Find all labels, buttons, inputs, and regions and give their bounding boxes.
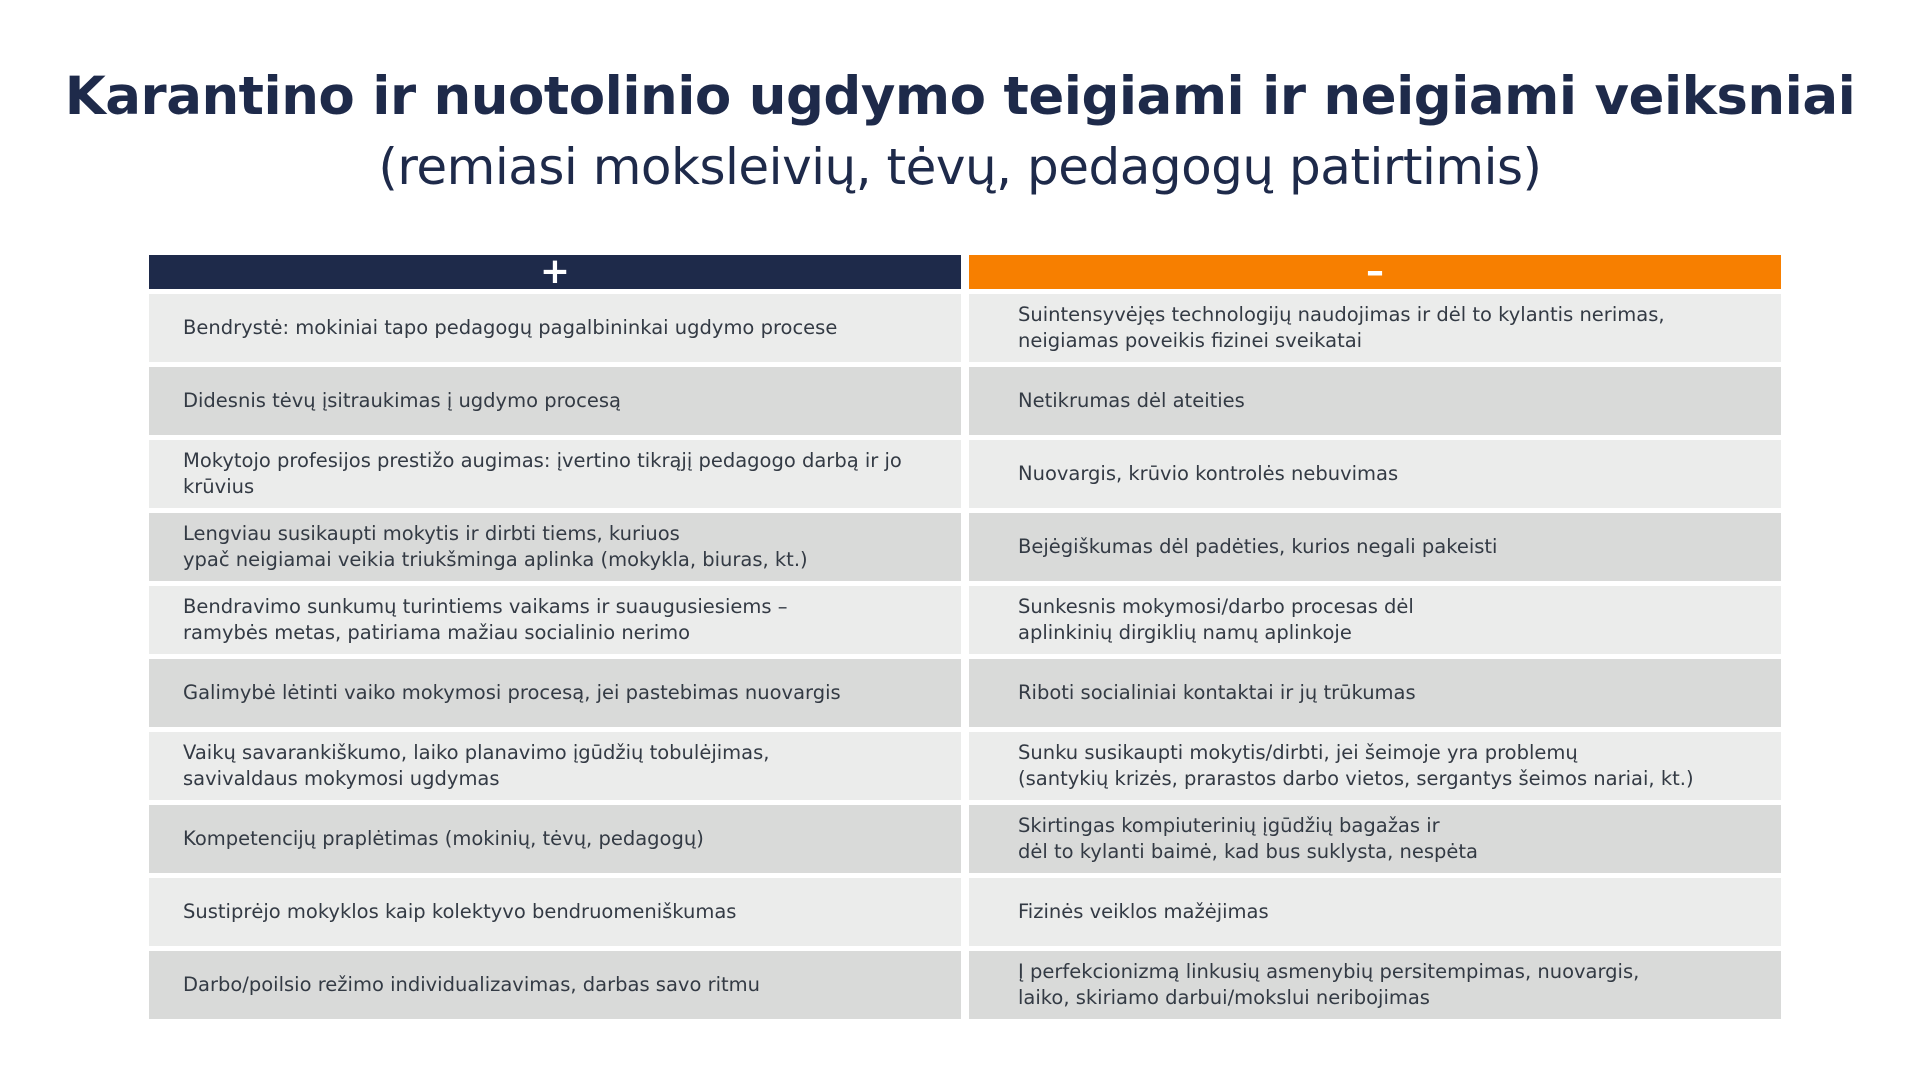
plus-cell: Darbo/poilsio režimo individualizavimas, darbas savo ritmu [149,951,961,1019]
minus-cell: Sunkesnis mokymosi/darbo procesas dėl aplinkinių dirgiklių namų aplinkoje [969,586,1781,654]
plus-cell: Galimybė lėtinti vaiko mokymosi procesą, jei pastebimas nuovargis [149,659,961,727]
plus-cell: Kompetencijų praplėtimas (mokinių, tėvų, pedagogų) [149,805,961,873]
pros-cons-table [149,251,1781,1019]
plus-cell: Vaikų savarankiškumo, laiko planavimo įgūdžių tobulėjimas, savivaldaus mokymosi ugdymas [149,732,961,800]
minus-cell: Nuovargis, krūvio kontrolės nebuvimas [969,440,1781,508]
minus-column-header: – [969,255,1781,289]
plus-cell: Lengviau susikaupti mokytis ir dirbti tiems, kuriuos ypač neigiamai veikia triukšminga aplinka (mokykla, biuras, kt.) [149,513,961,581]
plus-cell: Sustiprėjo mokyklos kaip kolektyvo bendruomeniškumas [149,878,961,946]
plus-cell: Didesnis tėvų įsitraukimas į ugdymo procesą [149,367,961,435]
minus-cell: Sunku susikaupti mokytis/dirbti, jei šeimoje yra problemų (santykių krizės, prarastos darbo vietos, sergantys šeimos nariai, kt.) [969,732,1781,800]
plus-cell: Mokytojo profesijos prestižo augimas: įvertino tikrąjį pedagogo darbą ir jo krūvius [149,440,961,508]
minus-cell: Į perfekcionizmą linkusių asmenybių persitempimas, nuovargis, laiko, skiriamo darbui/mokslui neribojimas [969,951,1781,1019]
page-title: Karantino ir nuotolinio ugdymo teigiami ir neigiami veiksniai [64,66,1856,127]
minus-cell: Skirtingas kompiuterinių įgūdžių bagažas ir dėl to kylanti baimė, kad bus suklysta, nespėta [969,805,1781,873]
plus-cell: Bendrystė: mokiniai tapo pedagogų pagalbininkai ugdymo procese [149,294,961,362]
minus-cell: Netikrumas dėl ateities [969,367,1781,435]
minus-cell: Riboti socialiniai kontaktai ir jų trūkumas [969,659,1781,727]
minus-cell: Suintensyvėjęs technologijų naudojimas ir dėl to kylantis nerimas, neigiamas poveikis fizinei sveikatai [969,294,1781,362]
plus-column-header: + [149,255,961,289]
minus-cell: Fizinės veiklos mažėjimas [969,878,1781,946]
plus-cell: Bendravimo sunkumų turintiems vaikams ir suaugusiesiems – ramybės metas, patiriama mažiau socialinio nerimo [149,586,961,654]
page-subtitle: (remiasi moksleivių, tėvų, pedagogų patirtimis) [378,138,1542,196]
minus-cell: Bejėgiškumas dėl padėties, kurios negali pakeisti [969,513,1781,581]
